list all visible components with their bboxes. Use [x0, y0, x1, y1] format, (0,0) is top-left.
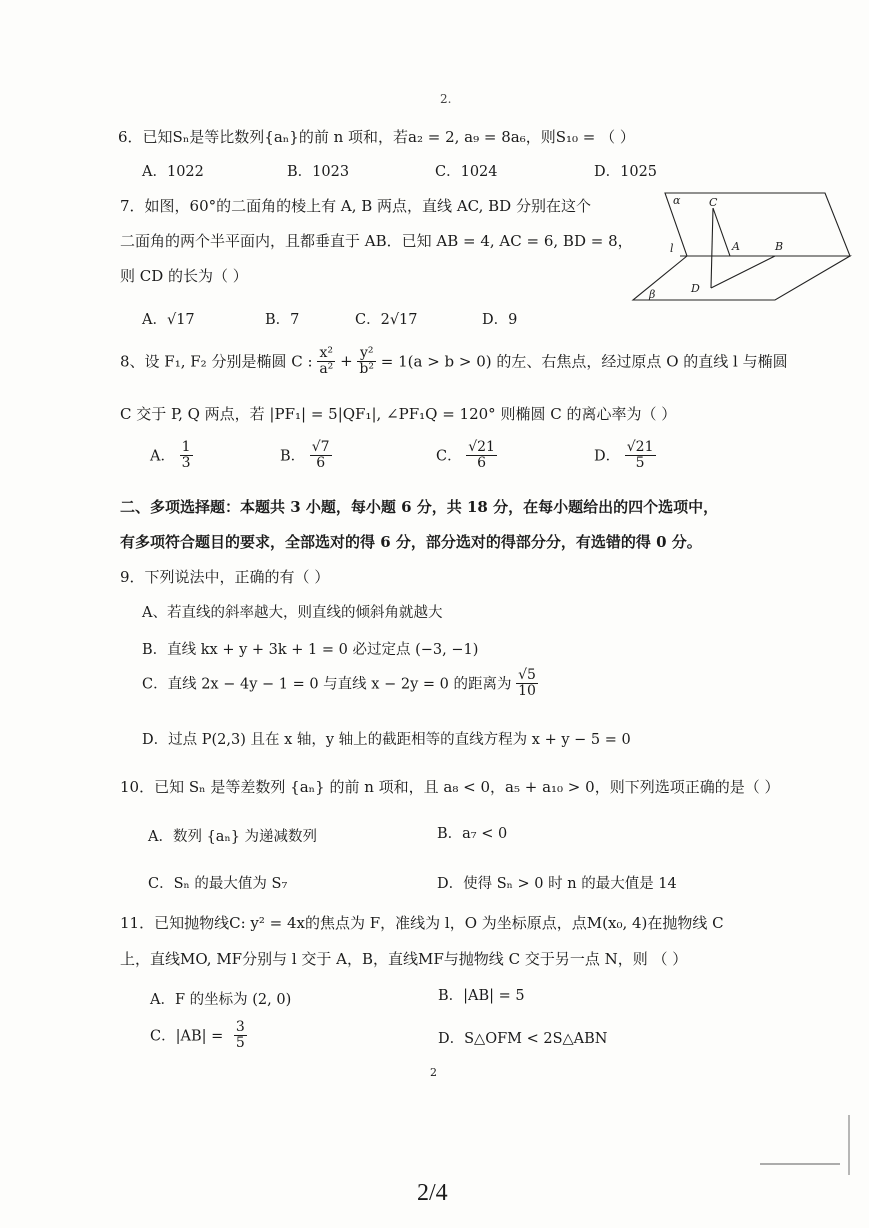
q9-option-c: C．直线 2x − 4y − 1 = 0 与直线 x − 2y = 0 的距离为 $\frac{√5}{10}$ — [142, 667, 536, 699]
section-2-line-2: 有多项符合题目的要求，全部选对的得 6 分，部分选对的得部分分，有选错的得 0 分。 — [120, 533, 702, 551]
q10-option-d: D．使得 Sₙ > 0 时 n 的最大值是 14 — [437, 876, 677, 892]
q7-option-c: C．2√17 — [355, 312, 418, 328]
q11-line-1: 11．已知抛物线C: y² = 4x的焦点为 F，准线为 l，O 为坐标原点，点M(x₀, 4)在抛物线 C — [120, 914, 724, 932]
segment-bd — [711, 256, 775, 288]
page-number-small: 2 — [430, 1066, 437, 1079]
q11-line-2: 上，直线MO, MF分别与 l 交于 A，B，直线MF与抛物线 C 交于另一点 N，则 （ ） — [120, 950, 688, 968]
q10-option-a: A．数列 {aₙ} 为递减数列 — [148, 829, 318, 845]
q7-option-b: B．7 — [265, 312, 300, 328]
label-l: l — [670, 242, 674, 255]
q10-option-b: B．a₇ < 0 — [437, 826, 508, 842]
scan-edge-line — [848, 1115, 850, 1175]
segment-cd — [711, 208, 713, 288]
dihedral-figure — [625, 188, 855, 308]
q8-x-den: a² — [319, 360, 334, 377]
q6-option-b: B．1023 — [287, 164, 350, 180]
top-mark: 2. — [440, 92, 452, 106]
label-c: C — [709, 196, 718, 209]
page-footer: 2/4 — [417, 1180, 448, 1206]
q9-option-d: D．过点 P(2,3) 且在 x 轴，y 轴上的截距相等的直线方程为 x + y − 5 = 0 — [142, 732, 631, 748]
q8-part-1: 8、设 F₁, F₂ 分别是椭圆 C : — [120, 352, 313, 371]
label-b: B — [775, 240, 784, 253]
q9-option-b: B．直线 kx + y + 3k + 1 = 0 必过定点 (−3, −1) — [142, 642, 479, 658]
q11-option-a: A．F 的坐标为 (2, 0) — [150, 992, 292, 1008]
q8-option-a: A． $\frac{1}{3}$ — [150, 439, 191, 471]
section-2-line-1: 二、多项选择题：本题共 3 小题，每小题 6 分，共 18 分，在每小题给出的四个选项中， — [120, 498, 719, 516]
q8-part-2: = 1(a > b > 0) 的左、右焦点，经过原点 O 的直线 l 与椭圆 — [380, 352, 788, 371]
q6-option-a: A．1022 — [142, 164, 204, 180]
scan-bottom-line — [760, 1163, 840, 1165]
q7-line-3: 则 CD 的长为（ ） — [120, 267, 248, 285]
q11-option-d: D．S△OFM < 2S△ABN — [438, 1031, 608, 1047]
label-d: D — [691, 282, 700, 295]
q7-option-a: A．√17 — [142, 312, 195, 328]
label-beta: β — [649, 288, 656, 301]
q7-line-1: 7．如图，60°的二面角的棱上有 A, B 两点，直线 AC, BD 分别在这个 — [120, 197, 591, 215]
q6-option-c: C．1024 — [435, 164, 498, 180]
q11-option-c: C．|AB| = $\frac{3}{5}$ — [150, 1019, 245, 1051]
q9-stem: 9．下列说法中，正确的有（ ） — [120, 568, 330, 586]
q8-option-b: B． $\frac{√7}{6}$ — [280, 439, 330, 471]
q8-y-fraction — [357, 346, 376, 376]
plane-alpha — [665, 193, 850, 256]
q8-line-2: C 交于 P, Q 两点，若 |PF₁| = 5|QF₁|, ∠PF₁Q = 120° 则椭圆 C 的离心率为（ ） — [120, 405, 677, 423]
plane-beta — [633, 256, 850, 300]
label-alpha: α — [673, 194, 681, 207]
q6-option-d: D．1025 — [594, 164, 658, 180]
q8-x-fraction — [317, 346, 335, 376]
q8-option-c: C． $\frac{√21}{6}$ — [436, 439, 495, 471]
q11-option-b: B．|AB| = 5 — [438, 988, 525, 1004]
label-a: A — [732, 240, 740, 253]
q8-x-num: x² — [317, 346, 335, 362]
q8-line-1: 8、设 F₁, F₂ 分别是椭圆 C : $\frac{\text{x²}}{\text{a²}}$ + $\frac{\text{y²}}{\text{b²}}$ = 1(a > b > 0) 的左、右焦点，经过原点 O 的直线 l 与椭圆 — [120, 345, 788, 377]
q7-line-2: 二面角的两个半平面内，且都垂直于 AB．已知 AB = 4, AC = 6, BD = 8， — [120, 232, 633, 250]
q9-option-a: A、若直线的斜率越大，则直线的倾斜角就越大 — [142, 605, 443, 621]
q8-option-d: D． $\frac{√21}{5}$ — [594, 439, 654, 471]
q8-y-den: b² — [359, 360, 374, 377]
q10-stem: 10．已知 Sₙ 是等差数列 {aₙ} 的前 n 项和，且 a₈ < 0，a₅ + a₁₀ > 0，则下列选项正确的是（ ） — [120, 778, 780, 796]
q7-option-d: D．9 — [482, 312, 518, 328]
q10-option-c: C．Sₙ 的最大值为 S₇ — [148, 876, 288, 892]
q8-y-num: y² — [357, 346, 376, 362]
q6-stem: 6．已知Sₙ是等比数列{aₙ}的前 n 项和，若a₂ = 2, a₉ = 8a₆，则S₁₀ = （ ） — [118, 128, 635, 146]
segment-ac — [713, 208, 730, 256]
